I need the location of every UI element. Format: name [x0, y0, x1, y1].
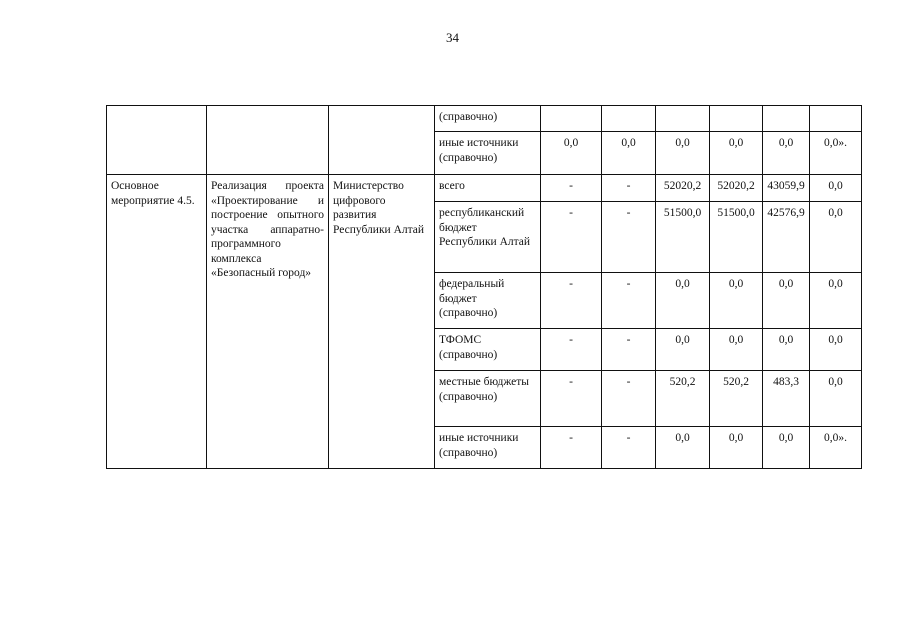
table-row: [107, 175, 862, 202]
source-cell: всего: [435, 175, 541, 202]
value-cell: [656, 106, 710, 132]
value-cell: -: [541, 175, 602, 202]
value-cell: -: [541, 371, 602, 427]
value-cell: 0,0: [810, 371, 862, 427]
activity-executor: Министерство цифрового развития Республики Алтай: [329, 175, 435, 469]
source-cell: (справочно): [435, 106, 541, 132]
value-cell: 0,0: [763, 329, 810, 371]
value-cell: -: [602, 371, 656, 427]
activity-description: Реализация проекта «Проектирование и построение опытного участка аппаратно-программного комплекса «Безопасный город»: [207, 175, 329, 469]
value-cell: 0,0».: [810, 427, 862, 469]
page-number: 34: [446, 30, 459, 45]
value-cell: [810, 106, 862, 132]
value-cell: 0,0: [710, 427, 763, 469]
value-cell: 483,3: [763, 371, 810, 427]
value-cell: 0,0: [810, 202, 862, 273]
value-cell: 0,0: [810, 175, 862, 202]
source-cell: иные источники (справочно): [435, 132, 541, 175]
value-cell: 0,0: [710, 132, 763, 175]
activity-cell-empty: [107, 106, 207, 175]
value-cell: 42576,9: [763, 202, 810, 273]
value-cell: 52020,2: [656, 175, 710, 202]
value-cell: -: [602, 329, 656, 371]
value-cell: 0,0: [710, 273, 763, 329]
source-cell: ТФОМС (справочно): [435, 329, 541, 371]
source-cell: местные бюджеты (справочно): [435, 371, 541, 427]
value-cell: 52020,2: [710, 175, 763, 202]
value-cell: 51500,0: [656, 202, 710, 273]
source-cell: федеральный бюджет (справочно): [435, 273, 541, 329]
value-cell: 0,0: [656, 273, 710, 329]
value-cell: 0,0: [656, 329, 710, 371]
source-cell: республиканский бюджет Республики Алтай: [435, 202, 541, 273]
value-cell: -: [602, 175, 656, 202]
value-cell: 0,0».: [810, 132, 862, 175]
value-cell: 0,0: [656, 427, 710, 469]
value-cell: 0,0: [810, 273, 862, 329]
value-cell: 0,0: [541, 132, 602, 175]
executor-cell-empty: [329, 106, 435, 175]
value-cell: -: [602, 427, 656, 469]
value-cell: [710, 106, 763, 132]
value-cell: 0,0: [602, 132, 656, 175]
description-cell-empty: [207, 106, 329, 175]
value-cell: 0,0: [763, 132, 810, 175]
source-cell: иные источники (справочно): [435, 427, 541, 469]
budget-table: [106, 105, 862, 469]
value-cell: -: [541, 329, 602, 371]
value-cell: -: [602, 202, 656, 273]
value-cell: 520,2: [656, 371, 710, 427]
value-cell: -: [541, 427, 602, 469]
value-cell: [602, 106, 656, 132]
activity-name: Основное мероприятие 4.5.: [107, 175, 207, 469]
value-cell: 43059,9: [763, 175, 810, 202]
value-cell: 0,0: [763, 427, 810, 469]
value-cell: -: [541, 273, 602, 329]
value-cell: 51500,0: [710, 202, 763, 273]
value-cell: 0,0: [710, 329, 763, 371]
value-cell: 0,0: [763, 273, 810, 329]
value-cell: [541, 106, 602, 132]
value-cell: [763, 106, 810, 132]
value-cell: 0,0: [656, 132, 710, 175]
value-cell: 0,0: [810, 329, 862, 371]
value-cell: -: [541, 202, 602, 273]
value-cell: 520,2: [710, 371, 763, 427]
table-row: [107, 106, 862, 132]
value-cell: -: [602, 273, 656, 329]
